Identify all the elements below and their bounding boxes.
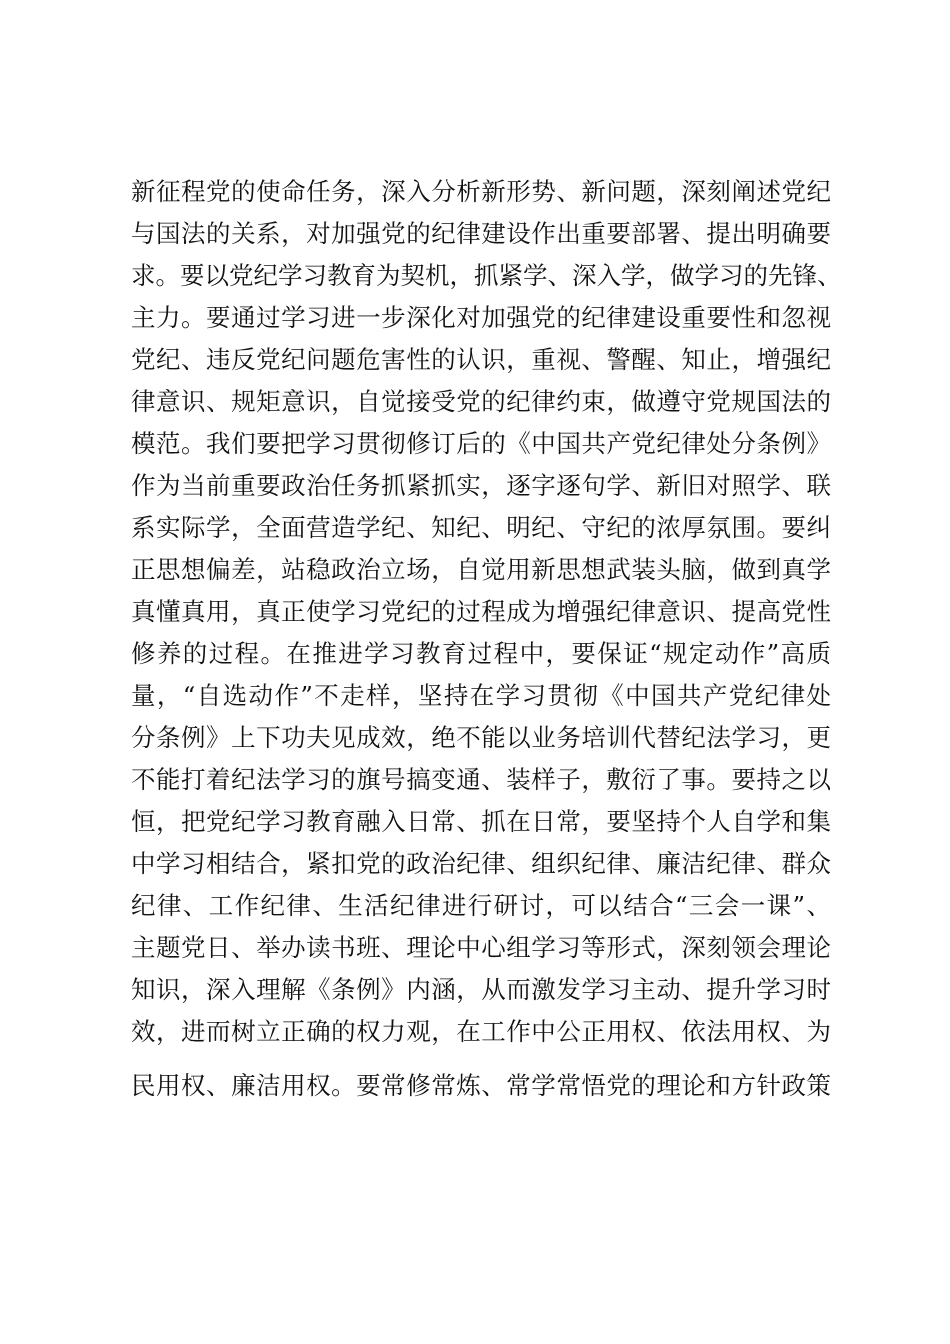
text-line: 正思想偏差，站稳政治立场，自觉用新思想武装头脑，做到真学 [131, 555, 831, 584]
text-line: 量，“自选动作”不走样，坚持在学习贯彻《中国共产党纪律处 [131, 681, 831, 710]
text-line: 主力。要通过学习进一步深化对加强党的纪律建设重要性和忽视 [131, 303, 831, 332]
text-line: 系实际学，全面营造学纪、知纪、明纪、守纪的浓厚氛围。要纠 [131, 513, 831, 542]
text-line: 模范。我们要把学习贯彻修订后的《中国共产党纪律处分条例》 [131, 429, 831, 458]
text-line: 民用权、廉洁用权。要常修常炼、常学常悟党的理论和方针政策 [131, 1071, 831, 1100]
text-line: 作为当前重要政治任务抓紧抓实，逐字逐句学、新旧对照学、联 [131, 471, 831, 500]
text-line: 效，进而树立正确的权力观，在工作中公正用权、依法用权、为 [131, 1017, 831, 1046]
text-line: 纪律、工作纪律、生活纪律进行研讨，可以结合“三会一课”、 [131, 891, 831, 920]
text-line: 知识，深入理解《条例》内涵，从而激发学习主动、提升学习时 [131, 975, 831, 1004]
text-line: 中学习相结合，紧扣党的政治纪律、组织纪律、廉洁纪律、群众 [131, 849, 831, 878]
text-line: 不能打着纪法学习的旗号搞变通、装样子，敷衍了事。要持之以 [131, 765, 831, 794]
text-line: 律意识、规矩意识，自觉接受党的纪律约束，做遵守党规国法的 [131, 387, 831, 416]
text-line: 主题党日、举办读书班、理论中心组学习等形式，深刻领会理论 [131, 933, 831, 962]
text-line: 求。要以党纪学习教育为契机，抓紧学、深入学，做学习的先锋、 [131, 261, 842, 290]
body-paragraph [131, 171, 842, 1107]
text-line: 新征程党的使命任务，深入分析新形势、新问题，深刻阐述党纪 [131, 177, 831, 206]
text-line: 党纪、违反党纪问题危害性的认识，重视、警醒、知止，增强纪 [131, 345, 831, 374]
text-line: 真懂真用，真正使学习党纪的过程成为增强纪律意识、提高党性 [131, 597, 831, 626]
text-line: 修养的过程。在推进学习教育过程中，要保证“规定动作”高质 [131, 639, 831, 668]
text-line: 与国法的关系，对加强党的纪律建设作出重要部署、提出明确要 [131, 219, 831, 248]
text-line: 分条例》上下功夫见成效，绝不能以业务培训代替纪法学习，更 [131, 723, 831, 752]
text-line: 恒，把党纪学习教育融入日常、抓在日常，要坚持个人自学和集 [131, 807, 831, 836]
